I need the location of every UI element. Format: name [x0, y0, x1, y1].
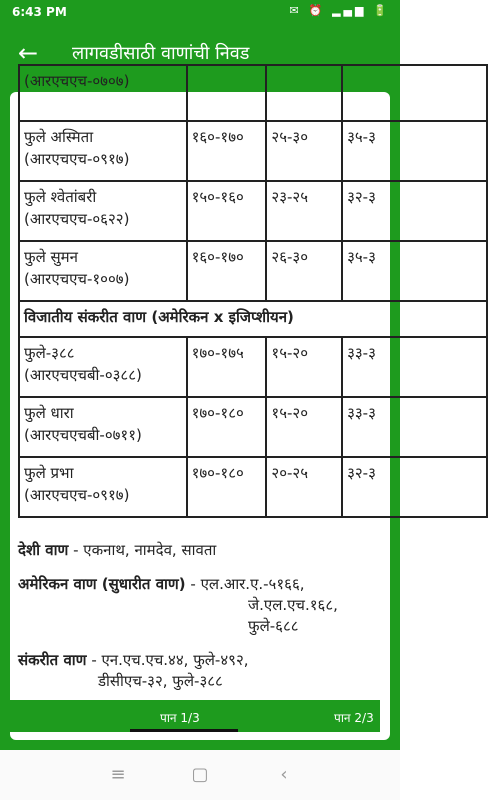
variety-name-cell — [19, 121, 187, 181]
variety-code: (आरएचएचबी-०३८८) — [24, 366, 142, 384]
status-icons: ✉ ⏰ ▂▄▆ 🔋 — [289, 4, 390, 17]
variety-code: (आरएचएच-०९१७) — [24, 486, 130, 504]
table-cell — [187, 65, 267, 121]
table-cell: २६-३० — [266, 241, 342, 301]
section-heading: विजातीय संकरीत वाण (अमेरिकन x इजिप्शीयन) — [19, 301, 487, 337]
american-line1: - एल.आर.ए.-५१६६, — [190, 575, 305, 593]
hybrid-line1: - एन.एच.एच.४४, फुले-४९२, — [91, 651, 249, 669]
status-bar — [0, 0, 400, 24]
american-label: अमेरिकन वाण (सुधारीत वाण) — [18, 575, 186, 593]
table-section-row — [19, 301, 487, 337]
system-back-icon[interactable]: ‹ — [280, 764, 288, 785]
american-line3: फुले-६८८ — [248, 617, 299, 635]
page-tabs — [10, 700, 380, 732]
variety-name-cell — [19, 241, 187, 301]
variety-name: फुले प्रभा — [24, 464, 74, 482]
hybrid-note — [18, 650, 384, 692]
table-cell: १६०-१७० — [187, 241, 267, 301]
table-cell: १७०-१७५ — [187, 337, 267, 397]
variety-code: (आरएचएच-०६२२) — [24, 210, 130, 228]
table-row — [19, 397, 487, 457]
variety-name: फुले धारा — [24, 404, 74, 422]
desi-label: देशी वाण — [18, 541, 69, 559]
variety-notes — [18, 540, 384, 705]
american-note — [18, 574, 384, 637]
table-row — [19, 121, 487, 181]
table-cell: २०-२५ — [266, 457, 342, 517]
variety-table-container[interactable] — [18, 72, 390, 520]
table-cell — [266, 65, 342, 121]
table-cell: ३३-३ — [342, 397, 487, 457]
table-cell — [342, 65, 487, 121]
content-card — [10, 72, 390, 740]
tab-page-2[interactable]: पान 2/3 — [334, 711, 374, 725]
desi-note — [18, 540, 384, 561]
variety-table — [18, 64, 488, 518]
table-cell: (आरएचएच-०७०७) — [19, 65, 187, 121]
table-row — [19, 181, 487, 241]
hybrid-label: संकरीत वाण — [18, 651, 87, 669]
variety-code: (आरएचएचबी-०७११) — [24, 426, 142, 444]
table-cell: ३५-३ — [342, 121, 487, 181]
status-time: 6:43 PM — [12, 5, 67, 19]
table-cell: ३२-३ — [342, 181, 487, 241]
table-row — [19, 241, 487, 301]
table-row — [19, 337, 487, 397]
variety-name: फुले श्वेतांबरी — [24, 188, 97, 206]
table-cell: १७०-१८० — [187, 397, 267, 457]
table-cell: ३२-३ — [342, 457, 487, 517]
table-row — [19, 65, 487, 121]
variety-name-cell — [19, 337, 187, 397]
system-nav-bar — [0, 750, 400, 800]
table-cell: ३५-३ — [342, 241, 487, 301]
home-icon[interactable]: ▢ — [191, 764, 209, 785]
table-row — [19, 457, 487, 517]
back-arrow-icon[interactable]: ← — [17, 39, 39, 67]
variety-code: (आरएचएच-०९१७) — [24, 150, 130, 168]
table-cell: २३-२५ — [266, 181, 342, 241]
variety-name-cell — [19, 457, 187, 517]
table-cell: १५-२० — [266, 397, 342, 457]
desi-text: - एकनाथ, नामदेव, सावता — [73, 541, 217, 559]
table-cell: २५-३० — [266, 121, 342, 181]
variety-name-cell — [19, 181, 187, 241]
recent-apps-icon[interactable]: ≡ — [110, 764, 126, 785]
table-cell: १५०-१६० — [187, 181, 267, 241]
variety-name: फुले-३८८ — [24, 344, 75, 362]
table-cell: १५-२० — [266, 337, 342, 397]
table-cell: ३३-३ — [342, 337, 487, 397]
variety-name: फुले सुमन — [24, 248, 78, 266]
tab-page-1[interactable]: पान 1/3 — [160, 711, 200, 725]
table-cell: १७०-१८० — [187, 457, 267, 517]
page-title: लागवडीसाठी वाणांची निवड — [72, 43, 250, 64]
variety-name-cell — [19, 397, 187, 457]
table-cell: १६०-१७० — [187, 121, 267, 181]
variety-code: (आरएचएच-१००७) — [24, 270, 130, 288]
active-tab-indicator — [130, 729, 238, 732]
variety-name: फुले अस्मिता — [24, 128, 94, 146]
hybrid-line2: डीसीएच-३२, फुले-३८८ — [98, 672, 223, 690]
american-line2: जे.एल.एच.१६८, — [248, 596, 338, 614]
